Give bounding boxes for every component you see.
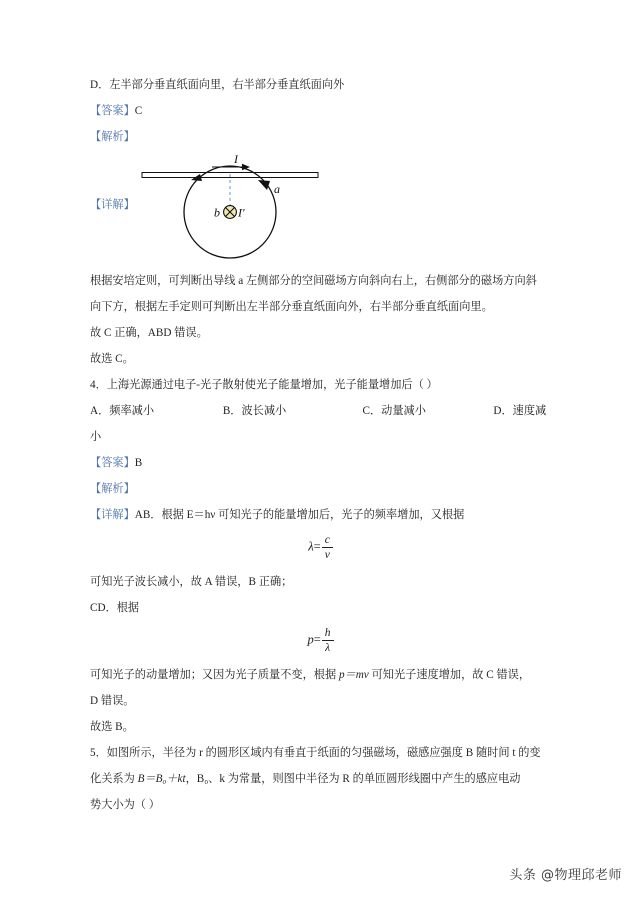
formula2-denominator: λ — [325, 642, 331, 654]
q5-line-2 — [90, 766, 552, 792]
watermark-prefix: 头条 — [509, 868, 537, 883]
formula1-numerator: c — [322, 534, 333, 548]
answer-tag: 【答案】 — [90, 457, 135, 469]
q4-stem: 4．上海光源通过电子-光子散射使光子能量增加，光子能量增加后（ ） — [90, 379, 438, 391]
q3-explain-line-3: 故 C 正确，ABD 错误。 — [90, 327, 208, 339]
q3-detail-tag: 【详解】 — [90, 199, 135, 211]
q4-after-formula-1: 可知光子波长减小，故 A 错误，B 正确； — [90, 576, 293, 588]
label-point-b: b — [214, 205, 220, 220]
q3-explain-line-2: 向下方，根据左手定则可判断出左半部分垂直纸面向外，右半部分垂直纸面向里。 — [90, 301, 493, 313]
inline-formula-p-equals-mv: p＝mv — [338, 669, 369, 681]
q3-answer-row — [90, 98, 552, 124]
q4-options-row — [90, 398, 552, 424]
magnetic-field-diagram — [138, 152, 328, 262]
q5-inline-formula-b: B＝B₀＋kt — [137, 773, 186, 785]
q5-line-2-prefix: 化关系为 — [90, 773, 138, 785]
formula2-lhs: p — [307, 632, 314, 647]
label-current-prime: I' — [238, 205, 245, 220]
q3-analysis-row — [90, 124, 552, 150]
q4-after-formula-2 — [90, 662, 552, 688]
q5-line-1: 5．如图所示，半径为 r 的圆形区域内有垂直于纸面的匀强磁场，磁感应强度 B 随时间 t 的变 — [90, 747, 541, 759]
formula1-eq: = — [313, 539, 321, 554]
q4-detail-text-1: AB．根据 E＝hν 可知光子的能量增加后，光子的频率增加，又根据 — [134, 509, 465, 521]
q5-line-3: 势大小为（ ） — [90, 799, 160, 811]
q4-answer-value: B — [134, 457, 143, 469]
q3-explain-line-1: 根据安培定则，可判断出导线 a 左侧部分的空间磁场方向斜向右上，右侧部分的磁场方向斜 — [90, 275, 537, 287]
formula-p-equals-h-over-lambda — [90, 627, 552, 654]
q4-option-d-wrap: 小 — [90, 431, 102, 443]
formula2-eq: = — [313, 632, 321, 647]
formula2-fraction — [322, 627, 334, 654]
watermark — [509, 864, 622, 883]
q4-line-cd: CD．根据 — [90, 602, 140, 614]
q4-analysis-row — [90, 476, 552, 502]
q4-option-b: B．波长减小 — [222, 405, 287, 417]
q3-answer-value: C — [134, 105, 143, 117]
watermark-account: 物理邱老师 — [554, 868, 622, 883]
q4-after-formula-2a: 可知光子的动量增加；又因为光子质量不变，根据 — [90, 669, 339, 681]
label-current-I: I — [234, 152, 238, 166]
watermark-at-symbol: @ — [540, 868, 555, 883]
loop-arrow-right-icon — [258, 180, 270, 190]
analysis-tag: 【解析】 — [90, 131, 135, 143]
q4-option-d: D．速度减 — [493, 405, 547, 417]
formula2-numerator: h — [322, 627, 334, 641]
q5-line-2-suffix: ，B₀、k 为常量，则图中半径为 R 的单匝圆形线圈中产生的感应电动 — [185, 773, 521, 785]
q3-option-d: D．左半部分垂直纸面向里，右半部分垂直纸面向外 — [90, 79, 345, 91]
q3-figure-block — [90, 152, 552, 264]
detail-tag: 【详解】 — [90, 509, 135, 521]
label-point-a: a — [274, 182, 280, 196]
q4-answer-row — [90, 450, 552, 476]
formula1-fraction — [322, 534, 333, 561]
document-content — [90, 72, 552, 818]
q4-option-c: C．动量减小 — [362, 405, 426, 417]
formula1-denominator: ν — [324, 549, 330, 561]
q4-d-wrong-line: D 错误。 — [90, 695, 135, 707]
formula-lambda-equals-c-over-nu — [90, 534, 552, 561]
q3-explain-line-4: 故选 C。 — [90, 353, 134, 365]
q4-option-a: A．频率减小 — [90, 405, 155, 417]
analysis-tag: 【解析】 — [90, 483, 135, 495]
answer-tag: 【答案】 — [90, 105, 135, 117]
q4-after-formula-2b: 可知光子速度增加，故 C 错误， — [368, 669, 531, 681]
q4-conclusion: 故选 B。 — [90, 721, 134, 733]
q4-detail-line-1 — [90, 502, 552, 528]
diagram-svg — [138, 152, 328, 262]
formula1-lhs: λ — [308, 539, 314, 554]
